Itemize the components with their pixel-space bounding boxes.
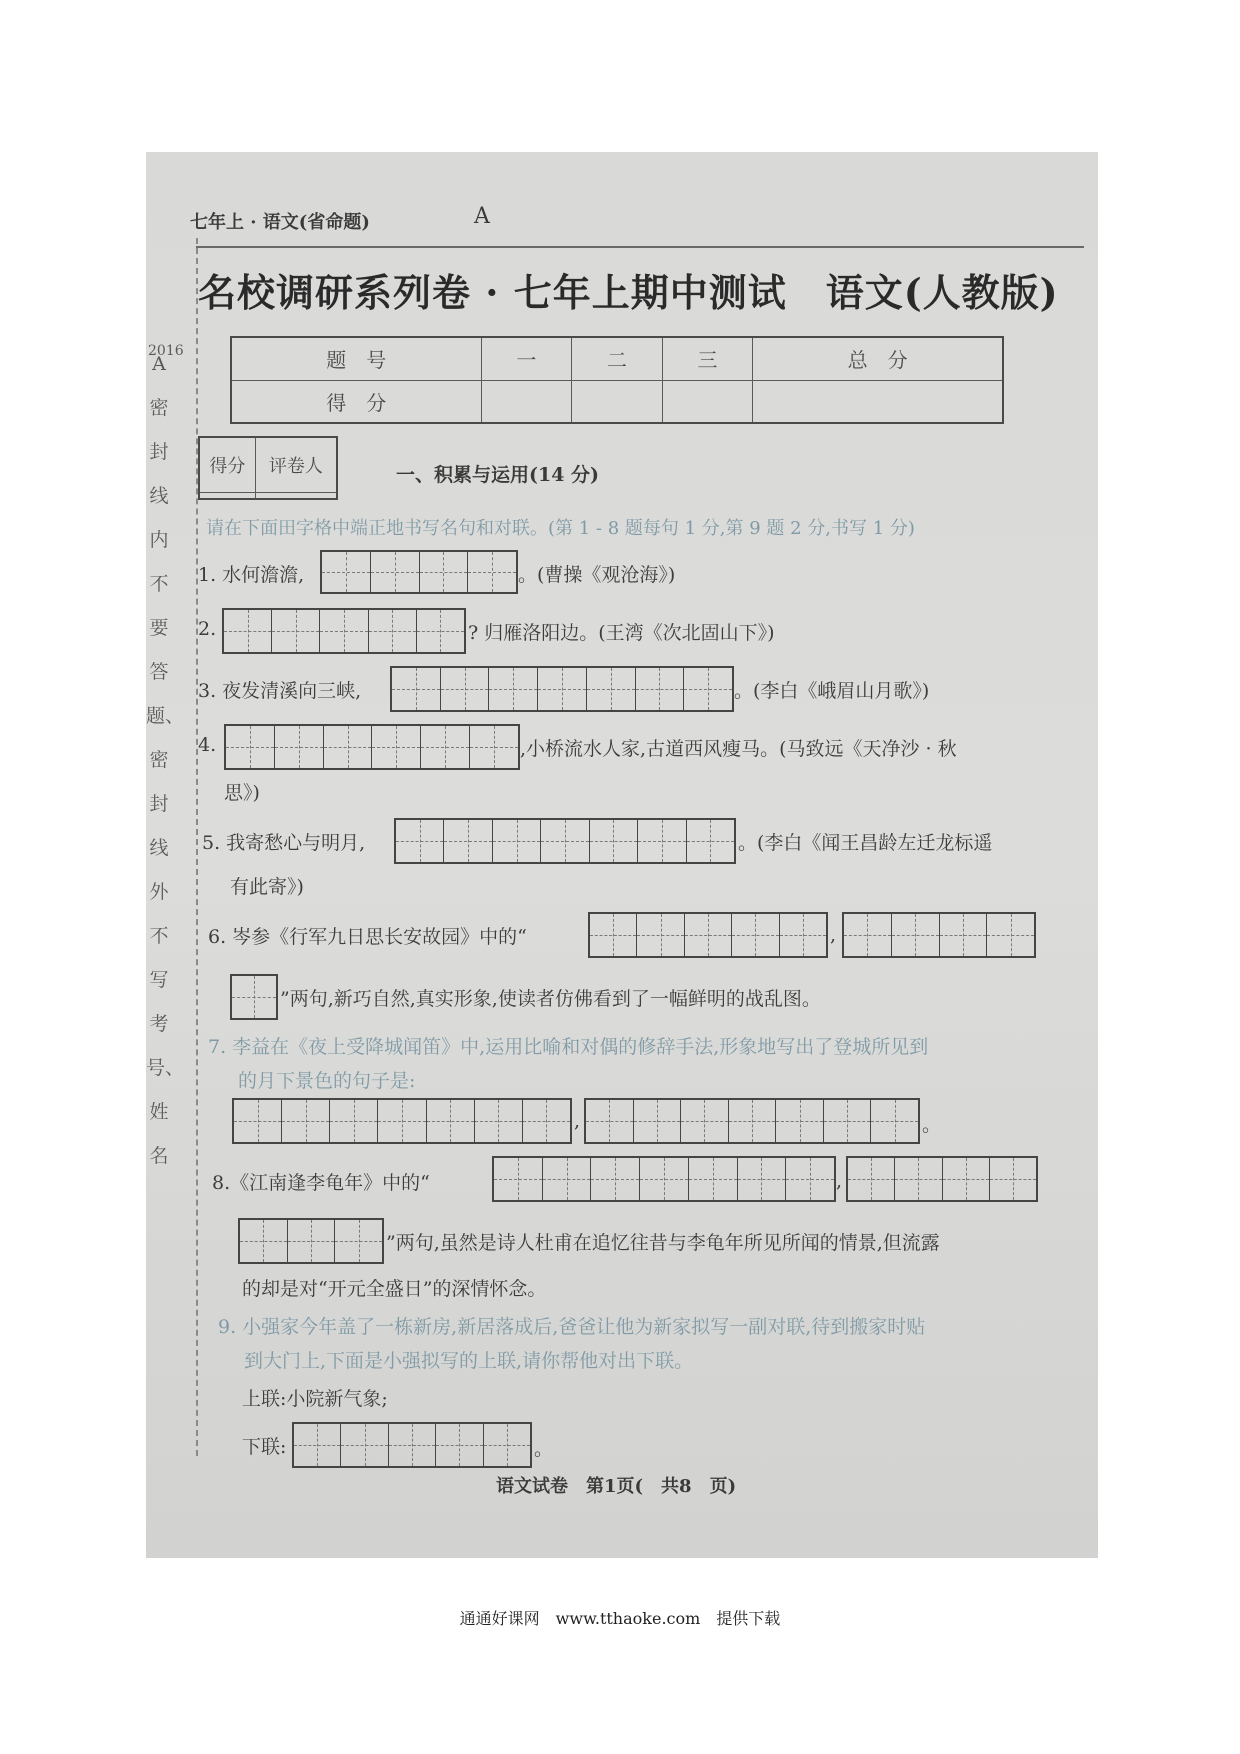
grid-cell[interactable]	[467, 552, 516, 592]
q7-prompt-line2: 的月下景色的句子是:	[238, 1070, 416, 1092]
q6-answer-grid-3[interactable]	[230, 974, 278, 1020]
grid-cell[interactable]	[492, 820, 540, 862]
q9-upper-couplet: 上联:小院新气象;	[242, 1388, 388, 1410]
q7-answer-grid-1[interactable]	[232, 1098, 572, 1144]
page-title: 名校调研系列卷 · 七年上期中测试 语文(人教版)	[198, 270, 1059, 315]
score-blank-cell[interactable]	[753, 380, 1003, 423]
grid-cell[interactable]	[469, 726, 518, 768]
q4-source: ,小桥流水人家,古道西风瘦马。(马致远《天净沙 · 秋	[520, 738, 957, 760]
score-blank-cell[interactable]	[662, 380, 753, 423]
grid-cell[interactable]	[522, 1100, 570, 1142]
score-header-cell: 题 号	[231, 337, 481, 380]
q2-answer-grid[interactable]	[222, 608, 466, 654]
grid-cell[interactable]	[942, 1158, 989, 1200]
score-row-label: 得 分	[231, 380, 481, 423]
grid-cell[interactable]	[392, 668, 440, 710]
score-header-cell: 三	[662, 337, 753, 380]
section-instruction: 请在下面田字格中端正地书写名句和对联。(第 1 - 8 题每句 1 分,第 9 题 2 分,书写 1 分)	[206, 518, 915, 539]
q2-prompt: 2.	[198, 618, 217, 640]
q9-answer-grid[interactable]	[292, 1422, 532, 1468]
grid-cell[interactable]	[226, 726, 274, 768]
grid-cell[interactable]	[870, 1100, 918, 1142]
grid-cell[interactable]	[420, 726, 469, 768]
score-blank-cell[interactable]	[572, 380, 663, 423]
grid-cell[interactable]	[416, 610, 464, 652]
grid-cell[interactable]	[635, 668, 684, 710]
q6-comment: ”两句,新巧自然,真实形象,使读者仿佛看到了一幅鲜明的战乱图。	[280, 988, 821, 1010]
grid-cell[interactable]	[633, 1100, 681, 1142]
q5-prompt: 5. 我寄愁心与明月,	[202, 832, 366, 854]
q8-answer-grid-3[interactable]	[238, 1218, 384, 1264]
grader-score-blank[interactable]	[199, 492, 255, 499]
grid-cell[interactable]	[319, 610, 367, 652]
header-rule	[196, 246, 1084, 248]
grid-cell[interactable]	[371, 726, 420, 768]
grid-cell[interactable]	[683, 668, 732, 710]
q5-source: 。(李白《闻王昌龄左迁龙标遥	[738, 832, 993, 854]
grid-cell[interactable]	[686, 820, 734, 862]
grid-cell[interactable]	[680, 1100, 728, 1142]
q8-prompt: 8.《江南逢李龟年》中的“	[212, 1172, 430, 1194]
q7-answer-grid-2[interactable]	[584, 1098, 920, 1144]
grid-cell[interactable]	[542, 1158, 591, 1200]
grid-cell[interactable]	[737, 1158, 786, 1200]
score-table-score-row	[231, 380, 1003, 423]
grid-cell[interactable]	[894, 1158, 941, 1200]
section-heading: 一、积累与运用(14 分)	[396, 464, 600, 486]
grid-cell[interactable]	[232, 976, 276, 1018]
grid-cell[interactable]	[224, 610, 271, 652]
grid-cell[interactable]	[287, 1220, 335, 1262]
grid-cell[interactable]	[396, 820, 443, 862]
q6-answer-grid-2[interactable]	[842, 912, 1036, 958]
q9-period: 。	[534, 1438, 554, 1460]
grid-cell[interactable]	[440, 668, 489, 710]
download-credit: 通通好课网 www.tthaoke.com 提供下载	[459, 1609, 781, 1628]
grid-cell[interactable]	[234, 1100, 281, 1142]
score-header-cell: 总 分	[753, 337, 1003, 380]
grid-cell[interactable]	[281, 1100, 329, 1142]
q8-comment-cont: 的却是对“开元全盛日”的深情怀念。	[242, 1278, 547, 1300]
grid-cell[interactable]	[540, 820, 588, 862]
grid-cell[interactable]	[637, 820, 685, 862]
seal-line	[196, 238, 198, 1456]
score-header-cell: 二	[572, 337, 663, 380]
q6-prompt: 6. 岑参《行军九日思长安故园》中的“	[208, 926, 527, 948]
grid-cell[interactable]	[334, 1220, 382, 1262]
q1-answer-grid[interactable]	[320, 550, 518, 594]
grid-cell[interactable]	[426, 1100, 474, 1142]
grid-cell[interactable]	[435, 1424, 482, 1466]
header-course: 七年上 · 语文(省命题)	[190, 212, 370, 233]
q8-comment: ”两句,虽然是诗人杜甫在追忆往昔与李龟年所见所闻的情景,但流露	[386, 1232, 940, 1254]
grid-cell[interactable]	[844, 914, 891, 956]
grid-cell[interactable]	[240, 1220, 287, 1262]
grid-cell[interactable]	[488, 668, 537, 710]
q3-answer-grid[interactable]	[390, 666, 734, 712]
grid-cell[interactable]	[388, 1424, 435, 1466]
page-number: 语文试卷 第1页( 共8 页)	[496, 1476, 737, 1497]
side-year: 2016	[148, 343, 184, 359]
q1-prompt: 1. 水何澹澹,	[198, 564, 305, 586]
q3-prompt: 3. 夜发清溪向三峡,	[198, 680, 362, 702]
grid-cell[interactable]	[636, 914, 683, 956]
grid-cell[interactable]	[986, 914, 1034, 956]
q8-answer-grid-2[interactable]	[846, 1156, 1038, 1202]
exam-page	[146, 152, 1098, 1558]
grid-cell[interactable]	[684, 914, 731, 956]
grid-cell[interactable]	[639, 1158, 688, 1200]
q5-source-cont: 有此寄》)	[230, 876, 304, 898]
grid-cell[interactable]	[589, 820, 637, 862]
q7-comma: ,	[574, 1110, 581, 1132]
grid-cell[interactable]	[368, 610, 416, 652]
q7-prompt-line1: 7. 李益在《夜上受降城闻笛》中,运用比喻和对偶的修辞手法,形象地写出了登城所见到	[208, 1036, 929, 1058]
score-header-cell: 一	[481, 337, 572, 380]
q4-prompt: 4.	[198, 734, 217, 756]
grid-cell[interactable]	[891, 914, 939, 956]
grid-cell[interactable]	[294, 1424, 340, 1466]
grid-cell[interactable]	[989, 1158, 1036, 1200]
grader-score-label: 得分	[199, 437, 255, 492]
grid-cell[interactable]	[728, 1100, 776, 1142]
q8-comma: ,	[836, 1170, 843, 1192]
q9-prompt-line2: 到大门上,下面是小强拟写的上联,请你帮他对出下联。	[244, 1350, 694, 1372]
score-blank-cell[interactable]	[481, 380, 572, 423]
score-table-header-row	[231, 337, 1003, 380]
grid-cell[interactable]	[419, 552, 468, 592]
grid-cell[interactable]	[340, 1424, 387, 1466]
grid-cell[interactable]	[779, 914, 826, 956]
grid-cell[interactable]	[823, 1100, 871, 1142]
q9-prompt-line1: 9. 小强家今年盖了一栋新房,新居落成后,爸爸让他为新家拟写一副对联,待到搬家时贴	[218, 1316, 926, 1338]
grid-cell[interactable]	[586, 1100, 633, 1142]
grid-cell[interactable]	[537, 668, 586, 710]
q4-answer-grid[interactable]	[224, 724, 520, 770]
header-variant: A	[474, 204, 490, 229]
grid-cell[interactable]	[443, 820, 491, 862]
grid-cell[interactable]	[474, 1100, 522, 1142]
q6-answer-grid-1[interactable]	[588, 912, 828, 958]
grader-table	[198, 436, 338, 500]
grid-cell[interactable]	[785, 1158, 834, 1200]
q1-source: 。(曹操《观沧海》)	[518, 564, 676, 586]
grid-cell[interactable]	[329, 1100, 377, 1142]
grid-cell[interactable]	[848, 1158, 894, 1200]
grid-cell[interactable]	[586, 668, 635, 710]
q7-period: 。	[922, 1114, 942, 1136]
q3-source: 。(李白《峨眉山月歌》)	[734, 680, 930, 702]
grid-cell[interactable]	[483, 1424, 530, 1466]
seal-text: A密封线内不要答题、密封线外不写考号、姓名	[146, 353, 185, 1167]
q5-answer-grid[interactable]	[394, 818, 736, 864]
grid-cell[interactable]	[370, 552, 419, 592]
grid-cell[interactable]	[939, 914, 987, 956]
q9-lower-label: 下联:	[242, 1436, 287, 1458]
grid-cell[interactable]	[688, 1158, 737, 1200]
grid-cell[interactable]	[377, 1100, 425, 1142]
grid-cell[interactable]	[590, 914, 636, 956]
grader-name-blank[interactable]	[255, 492, 337, 499]
grid-cell[interactable]	[323, 726, 372, 768]
grid-cell[interactable]	[271, 610, 319, 652]
grid-cell[interactable]	[322, 552, 370, 592]
q6-comma: ,	[830, 924, 837, 946]
q2-source: ? 归雁洛阳边。(王湾《次北固山下》)	[468, 622, 775, 644]
grid-cell[interactable]	[731, 914, 778, 956]
grid-cell[interactable]	[274, 726, 323, 768]
q8-answer-grid-1[interactable]	[492, 1156, 836, 1202]
q4-source-cont: 思》)	[224, 782, 260, 804]
grid-cell[interactable]	[590, 1158, 639, 1200]
grader-name-label: 评卷人	[255, 437, 337, 492]
score-table	[230, 336, 1004, 424]
grid-cell[interactable]	[775, 1100, 823, 1142]
grid-cell[interactable]	[494, 1158, 542, 1200]
